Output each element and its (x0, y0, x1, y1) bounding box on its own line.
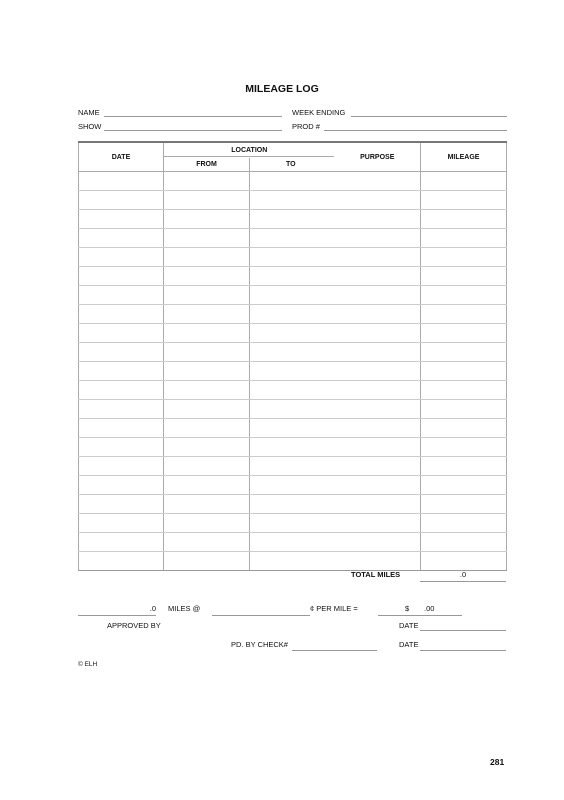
table-row (79, 267, 507, 286)
purpose-cell[interactable] (335, 457, 421, 476)
purpose-cell[interactable] (335, 305, 421, 324)
to-cell[interactable] (250, 172, 335, 191)
to-cell[interactable] (250, 476, 335, 495)
purpose-cell[interactable] (335, 381, 421, 400)
to-cell[interactable] (250, 191, 335, 210)
date-cell[interactable] (79, 229, 164, 248)
to-cell[interactable] (250, 324, 335, 343)
table-row (79, 514, 507, 533)
mileage-cell[interactable] (421, 495, 507, 514)
to-cell[interactable] (250, 229, 335, 248)
paid-date-field[interactable] (420, 650, 506, 651)
date-cell[interactable] (79, 419, 164, 438)
purpose-cell[interactable] (335, 267, 421, 286)
mileage-cell[interactable] (421, 476, 507, 495)
location-header: LOCATION (164, 142, 335, 158)
form-title: MILEAGE LOG (245, 83, 319, 95)
to-header: TO (250, 158, 335, 172)
to-cell[interactable] (250, 362, 335, 381)
to-cell[interactable] (250, 305, 335, 324)
copyright: © ELH (78, 661, 98, 668)
table-row (79, 248, 507, 267)
purpose-cell[interactable] (335, 248, 421, 267)
to-cell[interactable] (250, 343, 335, 362)
date-cell[interactable] (79, 267, 164, 286)
date-cell[interactable] (79, 172, 164, 191)
from-cell[interactable] (164, 248, 250, 267)
table-row (79, 362, 507, 381)
from-cell[interactable] (164, 286, 250, 305)
purpose-cell[interactable] (335, 495, 421, 514)
from-cell[interactable] (164, 533, 250, 552)
from-cell[interactable] (164, 438, 250, 457)
table-row (79, 552, 507, 571)
to-cell[interactable] (250, 400, 335, 419)
date-cell[interactable] (79, 495, 164, 514)
mileage-cell[interactable] (421, 438, 507, 457)
mileage-header: MILEAGE (421, 142, 507, 172)
table-row (79, 324, 507, 343)
mileage-cell[interactable] (421, 286, 507, 305)
show-label: SHOW (78, 122, 102, 131)
date-cell[interactable] (79, 324, 164, 343)
prod-label: PROD # (292, 122, 320, 131)
purpose-cell[interactable] (335, 362, 421, 381)
approved-date-field[interactable] (420, 630, 506, 631)
purpose-cell[interactable] (335, 438, 421, 457)
from-cell[interactable] (164, 191, 250, 210)
mileage-cell[interactable] (421, 248, 507, 267)
page-number: 281 (490, 757, 505, 767)
total-miles-label: TOTAL MILES (351, 570, 401, 579)
date-cell[interactable] (79, 343, 164, 362)
to-cell[interactable] (250, 210, 335, 229)
date-cell[interactable] (79, 286, 164, 305)
date-cell[interactable] (79, 362, 164, 381)
per-mile-label: ¢ PER MILE = (310, 604, 358, 613)
name-label: NAME (78, 108, 100, 117)
total-miles-field[interactable] (420, 581, 506, 582)
from-cell[interactable] (164, 476, 250, 495)
purpose-cell[interactable] (335, 191, 421, 210)
from-cell[interactable] (164, 552, 250, 571)
to-cell[interactable] (250, 286, 335, 305)
total-miles-value: .0 (459, 570, 467, 579)
amount-value: .00 (424, 604, 435, 613)
to-cell[interactable] (250, 267, 335, 286)
mileage-cell[interactable] (421, 267, 507, 286)
date-cell[interactable] (79, 381, 164, 400)
purpose-cell[interactable] (335, 343, 421, 362)
mileage-cell[interactable] (421, 305, 507, 324)
from-cell[interactable] (164, 362, 250, 381)
date-cell[interactable] (79, 476, 164, 495)
table-row (79, 457, 507, 476)
from-cell[interactable] (164, 172, 250, 191)
date-label-approved: DATE (399, 621, 419, 630)
purpose-cell[interactable] (335, 419, 421, 438)
mileage-cell[interactable] (421, 324, 507, 343)
table-row (79, 343, 507, 362)
mileage-cell[interactable] (421, 533, 507, 552)
purpose-cell[interactable] (335, 476, 421, 495)
date-cell[interactable] (79, 438, 164, 457)
table-row (79, 191, 507, 210)
mileage-cell[interactable] (421, 172, 507, 191)
show-field[interactable] (104, 130, 282, 131)
table-row (79, 533, 507, 552)
miles-value: .0 (149, 604, 156, 613)
miles-field[interactable] (78, 615, 156, 616)
to-cell[interactable] (250, 457, 335, 476)
mileage-cell[interactable] (421, 362, 507, 381)
purpose-cell[interactable] (335, 400, 421, 419)
table-row (79, 286, 507, 305)
table-row (79, 172, 507, 191)
approved-by-label: APPROVED BY (107, 621, 161, 630)
from-cell[interactable] (164, 457, 250, 476)
date-cell[interactable] (79, 400, 164, 419)
table-row (79, 495, 507, 514)
week-ending-label: WEEK ENDING (292, 108, 346, 117)
to-cell[interactable] (250, 495, 335, 514)
mileage-cell[interactable] (421, 419, 507, 438)
date-header: DATE (79, 142, 164, 172)
table-row (79, 210, 507, 229)
from-cell[interactable] (164, 419, 250, 438)
from-cell[interactable] (164, 400, 250, 419)
mileage-cell[interactable] (421, 514, 507, 533)
table-row (79, 438, 507, 457)
table-row (79, 381, 507, 400)
from-cell[interactable] (164, 381, 250, 400)
purpose-cell[interactable] (335, 533, 421, 552)
location-divider (164, 156, 334, 157)
to-cell[interactable] (250, 438, 335, 457)
mileage-cell[interactable] (421, 343, 507, 362)
date-cell[interactable] (79, 552, 164, 571)
purpose-cell[interactable] (335, 552, 421, 571)
mileage-cell[interactable] (421, 381, 507, 400)
mileage-cell[interactable] (421, 552, 507, 571)
log-body (79, 172, 507, 571)
purpose-cell[interactable] (335, 210, 421, 229)
from-cell[interactable] (164, 229, 250, 248)
purpose-cell[interactable] (335, 514, 421, 533)
date-cell[interactable] (79, 514, 164, 533)
week-ending-field[interactable] (351, 116, 507, 117)
check-number-field[interactable] (292, 650, 377, 651)
date-cell[interactable] (79, 191, 164, 210)
rate-field[interactable] (212, 615, 310, 616)
date-cell[interactable] (79, 248, 164, 267)
purpose-cell[interactable] (335, 172, 421, 191)
purpose-cell[interactable] (335, 229, 421, 248)
from-cell[interactable] (164, 324, 250, 343)
table-row (79, 229, 507, 248)
table-row (79, 476, 507, 495)
date-cell[interactable] (79, 305, 164, 324)
from-cell[interactable] (164, 514, 250, 533)
mileage-cell[interactable] (421, 210, 507, 229)
from-cell[interactable] (164, 495, 250, 514)
table-row (79, 419, 507, 438)
date-cell[interactable] (79, 533, 164, 552)
mileage-log-table (78, 141, 507, 571)
from-cell[interactable] (164, 267, 250, 286)
mileage-cell[interactable] (421, 191, 507, 210)
table-row (79, 305, 507, 324)
amount-field[interactable] (378, 615, 462, 616)
from-cell[interactable] (164, 305, 250, 324)
purpose-cell[interactable] (335, 286, 421, 305)
to-cell[interactable] (250, 514, 335, 533)
to-cell[interactable] (250, 381, 335, 400)
mileage-cell[interactable] (421, 400, 507, 419)
prod-field[interactable] (324, 130, 507, 131)
to-cell[interactable] (250, 248, 335, 267)
purpose-header: PURPOSE (335, 142, 421, 172)
miles-at-label: MILES @ (168, 604, 201, 613)
pd-by-check-label: PD. BY CHECK# (231, 640, 288, 649)
to-cell[interactable] (250, 552, 335, 571)
name-field[interactable] (104, 116, 282, 117)
purpose-cell[interactable] (335, 324, 421, 343)
from-cell[interactable] (164, 343, 250, 362)
from-header: FROM (164, 158, 250, 172)
date-label-paid: DATE (399, 640, 419, 649)
date-cell[interactable] (79, 210, 164, 229)
mileage-cell[interactable] (421, 229, 507, 248)
table-row (79, 400, 507, 419)
dollar-sign: $ (405, 604, 410, 613)
mileage-cell[interactable] (421, 457, 507, 476)
to-cell[interactable] (250, 533, 335, 552)
to-cell[interactable] (250, 419, 335, 438)
date-cell[interactable] (79, 457, 164, 476)
from-cell[interactable] (164, 210, 250, 229)
